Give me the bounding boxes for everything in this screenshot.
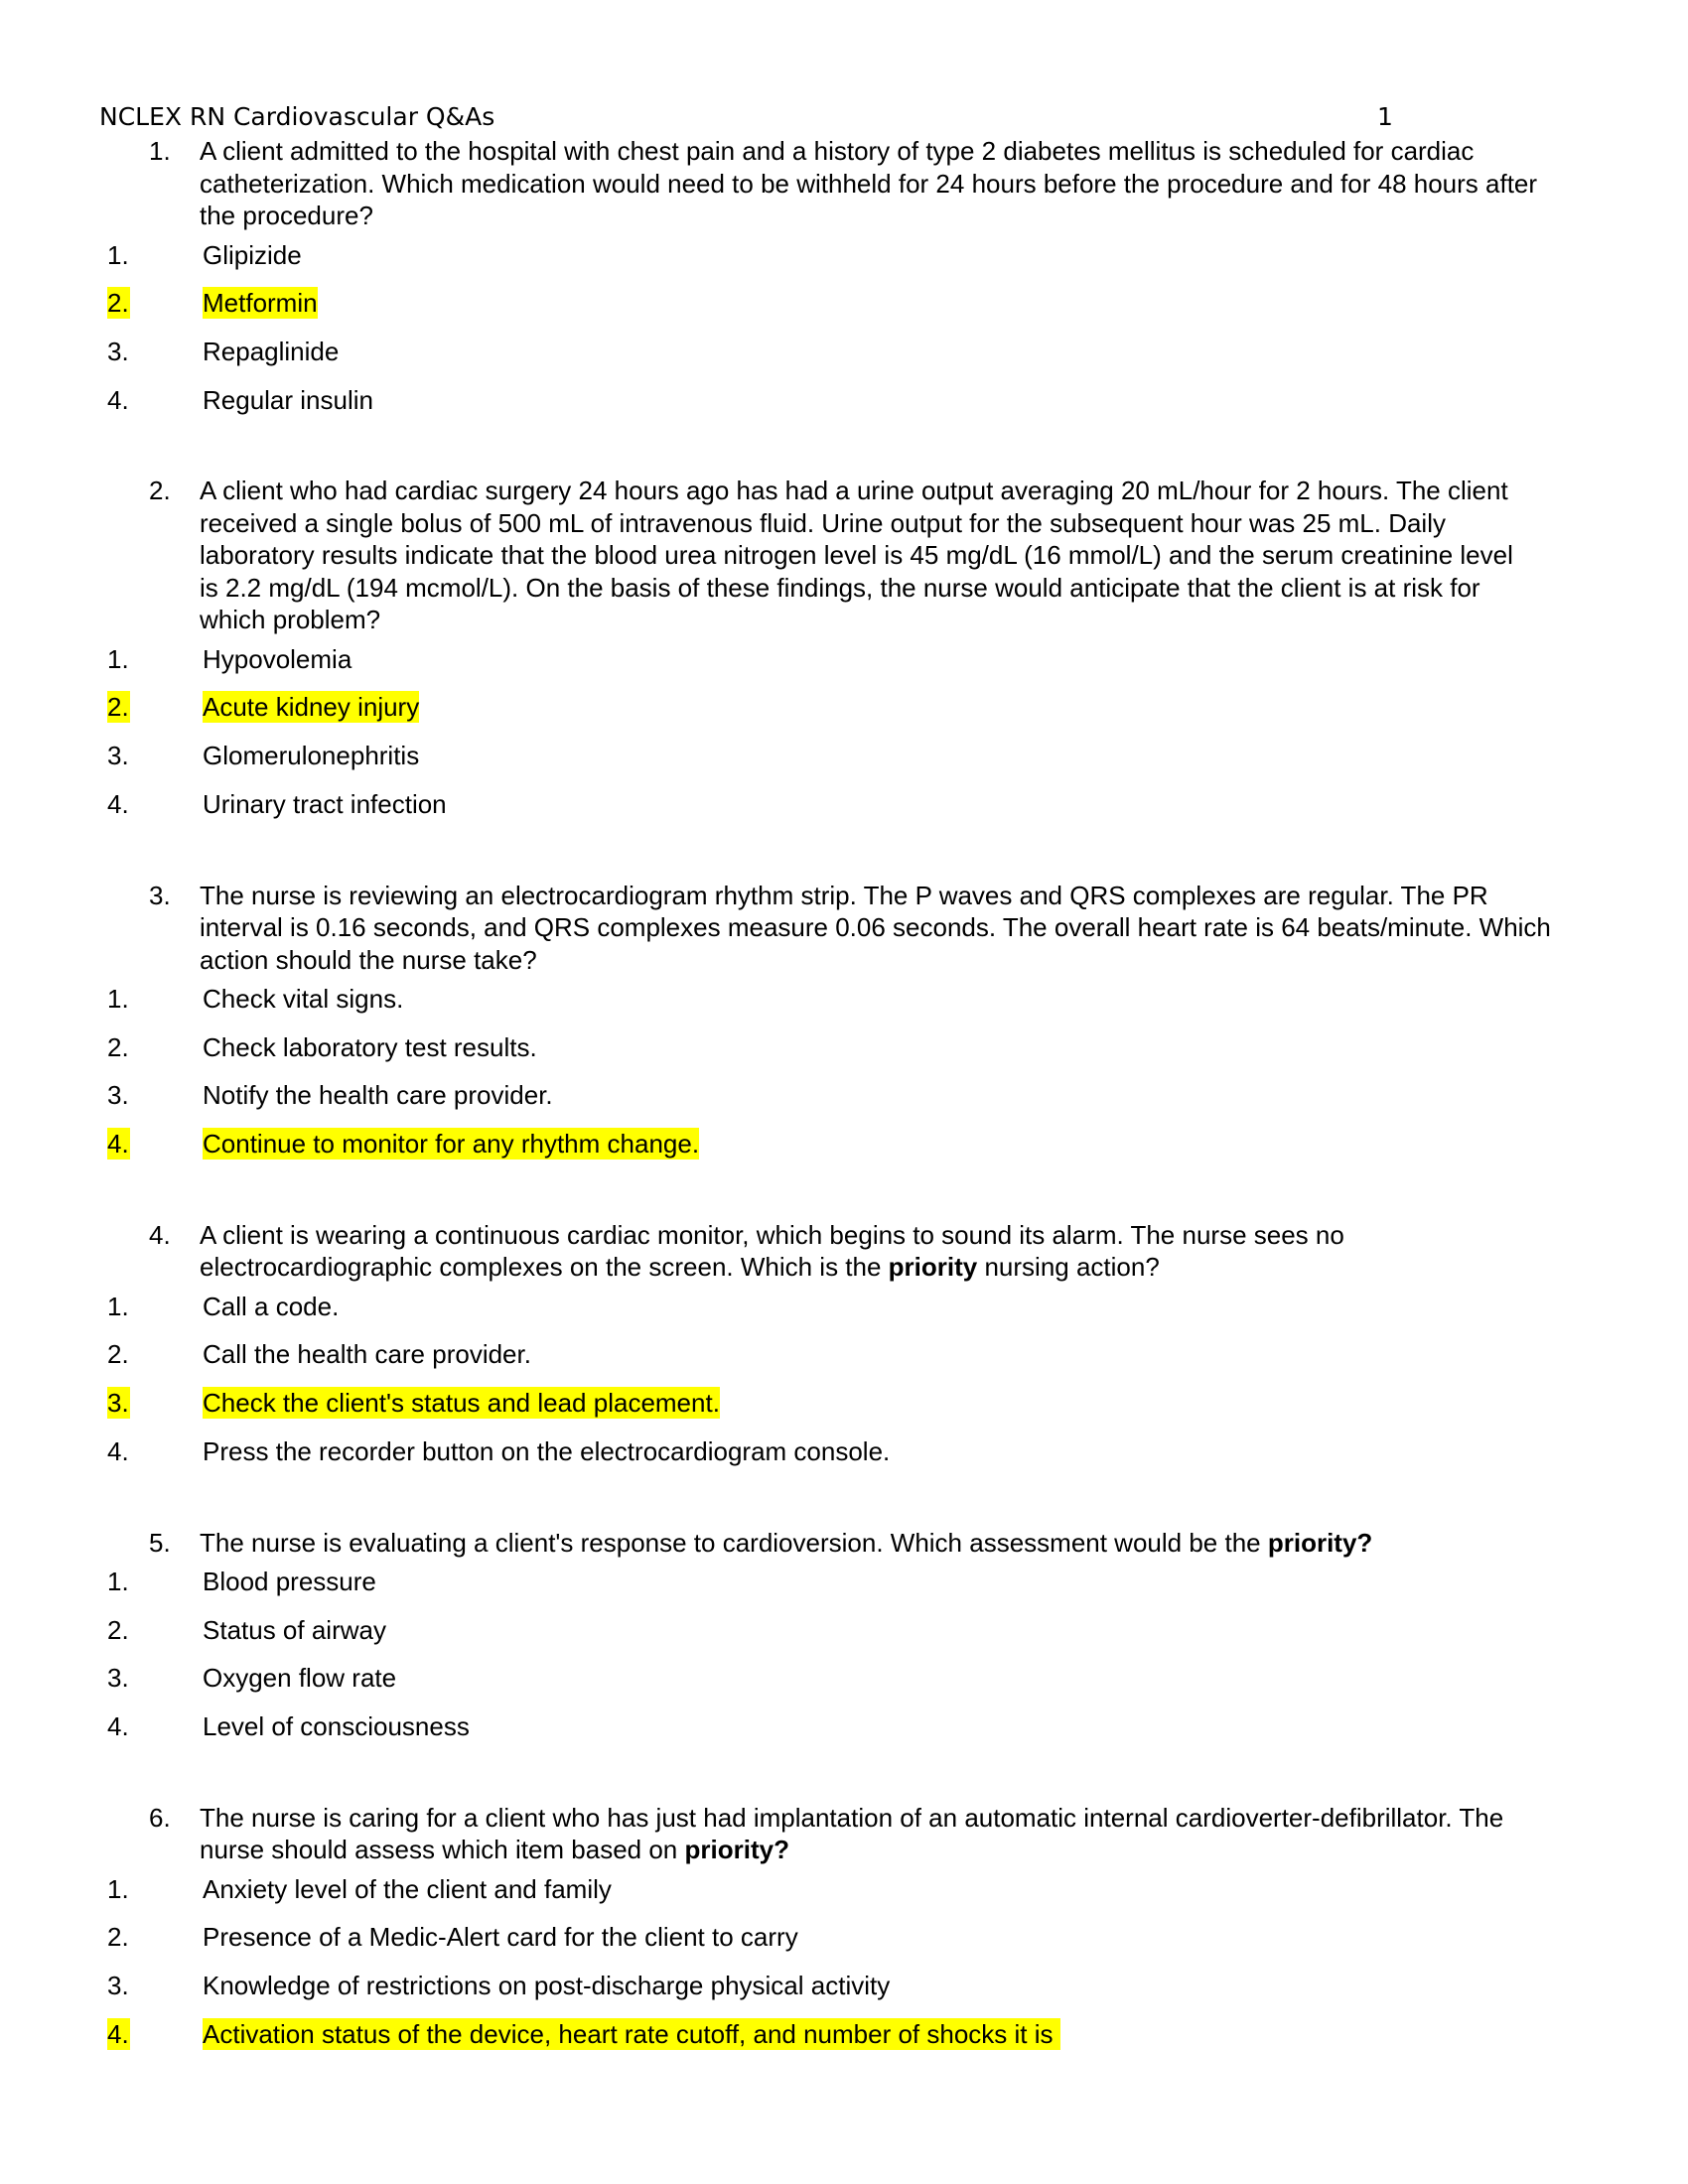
option-number: 2. bbox=[107, 288, 129, 319]
option-text: Knowledge of restrictions on post-discharge physical activity bbox=[203, 1971, 891, 2001]
option-number: 2. bbox=[107, 1031, 129, 1062]
question-number: 4. bbox=[149, 1219, 171, 1250]
question-number: 6. bbox=[149, 1802, 171, 1833]
question-5 bbox=[149, 1527, 1579, 1560]
spacer bbox=[0, 432, 1688, 475]
option bbox=[0, 1338, 1688, 1387]
option bbox=[0, 1710, 1688, 1759]
question-6 bbox=[149, 1802, 1579, 1866]
option-text: Repaglinide bbox=[203, 336, 340, 366]
option bbox=[0, 788, 1688, 837]
option-text: Glipizide bbox=[203, 239, 302, 270]
option bbox=[0, 1970, 1688, 2018]
option-correct bbox=[0, 2018, 1688, 2067]
option-number: 4. bbox=[107, 788, 129, 819]
option-text: Urinary tract infection bbox=[203, 788, 447, 819]
option-number: 2. bbox=[107, 1614, 129, 1645]
option-number: 4. bbox=[107, 1435, 129, 1466]
option-number: 3. bbox=[107, 336, 129, 366]
option-number: 3. bbox=[107, 1080, 129, 1111]
question-text-part: The nurse is evaluating a client's response to cardioversion. Which assessment would be the bbox=[200, 1527, 1268, 1558]
question-text-bold: priority? bbox=[684, 1835, 789, 1865]
option-number: 1. bbox=[107, 1567, 129, 1596]
option-text: Notify the health care provider. bbox=[203, 1080, 553, 1111]
option-number: 1. bbox=[107, 1873, 129, 1904]
option-text: Oxygen flow rate bbox=[203, 1663, 397, 1694]
option-text: Check laboratory test results. bbox=[203, 1031, 537, 1062]
option-number: 4. bbox=[107, 384, 129, 415]
option-number: 4. bbox=[107, 2018, 129, 2049]
option bbox=[0, 239, 1688, 288]
option-number: 1. bbox=[107, 239, 129, 270]
question-list bbox=[0, 135, 1688, 2067]
option-text: Call the health care provider. bbox=[203, 1339, 531, 1370]
spacer bbox=[0, 1759, 1688, 1802]
question-text-part: A client is wearing a continuous cardiac monitor, which begins to sound its alarm. The nurse sees no electrocardiographic complexes on the screen. Which is the bbox=[200, 1219, 1344, 1283]
option-text: Anxiety level of the client and family bbox=[203, 1873, 612, 1904]
option-text: Activation status of the device, heart rate cutoff, and number of shocks it is bbox=[203, 2018, 1060, 2049]
question-text-part: nursing action? bbox=[977, 1252, 1160, 1283]
option-number: 2. bbox=[107, 692, 129, 723]
option-text: Continue to monitor for any rhythm change. bbox=[203, 1129, 700, 1160]
option-number: 3. bbox=[107, 1388, 129, 1419]
question-text: A client admitted to the hospital with chest pain and a history of type 2 diabetes mellitus is scheduled for cardiac catheterization. Which medication would need to be withheld for 24 hours before the procedure and for 48 hours after the procedure? bbox=[200, 136, 1538, 230]
spacer bbox=[0, 1176, 1688, 1219]
option-text: Acute kidney injury bbox=[203, 692, 420, 723]
option-text: Level of consciousness bbox=[203, 1711, 470, 1742]
option-list bbox=[0, 1873, 1688, 2067]
option bbox=[0, 1921, 1688, 1970]
option bbox=[0, 643, 1688, 692]
question-2 bbox=[149, 475, 1579, 636]
option-correct bbox=[0, 1387, 1688, 1435]
option bbox=[0, 384, 1688, 433]
option-number: 3. bbox=[107, 1971, 129, 2001]
option-correct bbox=[0, 1128, 1688, 1176]
option-number: 2. bbox=[107, 1339, 129, 1370]
option-text: Call a code. bbox=[203, 1291, 340, 1321]
page-number: 1 bbox=[1377, 102, 1393, 131]
option-number: 2. bbox=[107, 1922, 129, 1953]
option-list bbox=[0, 239, 1688, 433]
spacer bbox=[0, 837, 1688, 880]
option-correct bbox=[0, 287, 1688, 336]
option-number: 4. bbox=[107, 1129, 129, 1160]
question-3 bbox=[149, 880, 1579, 977]
option bbox=[0, 1873, 1688, 1922]
question-number: 3. bbox=[149, 880, 171, 910]
option-number: 4. bbox=[107, 1711, 129, 1742]
option-number: 1. bbox=[107, 643, 129, 674]
option bbox=[0, 1662, 1688, 1710]
option-number: 3. bbox=[107, 1663, 129, 1694]
option-text: Status of airway bbox=[203, 1614, 386, 1645]
option-text: Check vital signs. bbox=[203, 984, 404, 1014]
option-number: 3. bbox=[107, 741, 129, 771]
option bbox=[0, 740, 1688, 788]
option-list bbox=[0, 1566, 1688, 1759]
option-text: Check the client's status and lead placement. bbox=[203, 1388, 720, 1419]
question-text-part: The nurse is caring for a client who has just had implantation of an automatic internal cardioverter-defibrillator. The nurse should assess which item based on bbox=[200, 1802, 1504, 1865]
option-text: Regular insulin bbox=[203, 384, 373, 415]
option bbox=[0, 336, 1688, 384]
question-text bbox=[200, 1802, 1555, 1866]
question-number: 5. bbox=[149, 1527, 171, 1558]
option-text: Glomerulonephritis bbox=[203, 741, 420, 771]
option bbox=[0, 1566, 1688, 1614]
question-text: The nurse is reviewing an electrocardiogram rhythm strip. The P waves and QRS complexes are regular. The PR interval is 0.16 seconds, and QRS complexes measure 0.06 seconds. The overall heart rate is 64 beats/minute. Which action should the nurse take? bbox=[200, 880, 1551, 975]
spacer bbox=[0, 1484, 1688, 1527]
option-text: Press the recorder button on the electrocardiogram console. bbox=[203, 1435, 891, 1466]
option bbox=[0, 1614, 1688, 1663]
question-4 bbox=[149, 1219, 1579, 1284]
option-text: Presence of a Medic-Alert card for the client to carry bbox=[203, 1922, 798, 1953]
option-text: Blood pressure bbox=[203, 1567, 376, 1596]
option bbox=[0, 983, 1688, 1031]
option-list bbox=[0, 643, 1688, 837]
option-correct bbox=[0, 691, 1688, 740]
option bbox=[0, 1031, 1688, 1080]
option-list bbox=[0, 1291, 1688, 1484]
option bbox=[0, 1291, 1688, 1339]
question-text-bold: priority? bbox=[1267, 1527, 1373, 1558]
question-text-bold: priority bbox=[888, 1252, 978, 1283]
option-text: Hypovolemia bbox=[203, 643, 352, 674]
option bbox=[0, 1079, 1688, 1128]
question-number: 2. bbox=[149, 476, 171, 506]
option bbox=[0, 1435, 1688, 1484]
option-number: 1. bbox=[107, 984, 129, 1014]
question-text bbox=[200, 1527, 1590, 1560]
question-1 bbox=[149, 135, 1579, 232]
question-text: A client who had cardiac surgery 24 hours ago has had a urine output averaging 20 mL/hour for 2 hours. The client received a single bolus of 500 mL of intravenous fluid. Urine output for the subsequent hour was 25 mL. Daily laboratory results indicate that the blood urea nitrogen level is 45 mg/dL (16 mmol/L) and the serum creatinine level is 2.2 mg/dL (194 mcmol/L). On the basis of these findings, the nurse would anticipate that the client is at risk for which problem? bbox=[200, 476, 1513, 635]
question-number: 1. bbox=[149, 136, 171, 166]
option-text: Metformin bbox=[203, 288, 318, 319]
header-title: NCLEX RN Cardiovascular Q&As bbox=[99, 102, 495, 131]
option-list bbox=[0, 983, 1688, 1176]
question-text bbox=[200, 1219, 1421, 1284]
option-number: 1. bbox=[107, 1291, 129, 1321]
